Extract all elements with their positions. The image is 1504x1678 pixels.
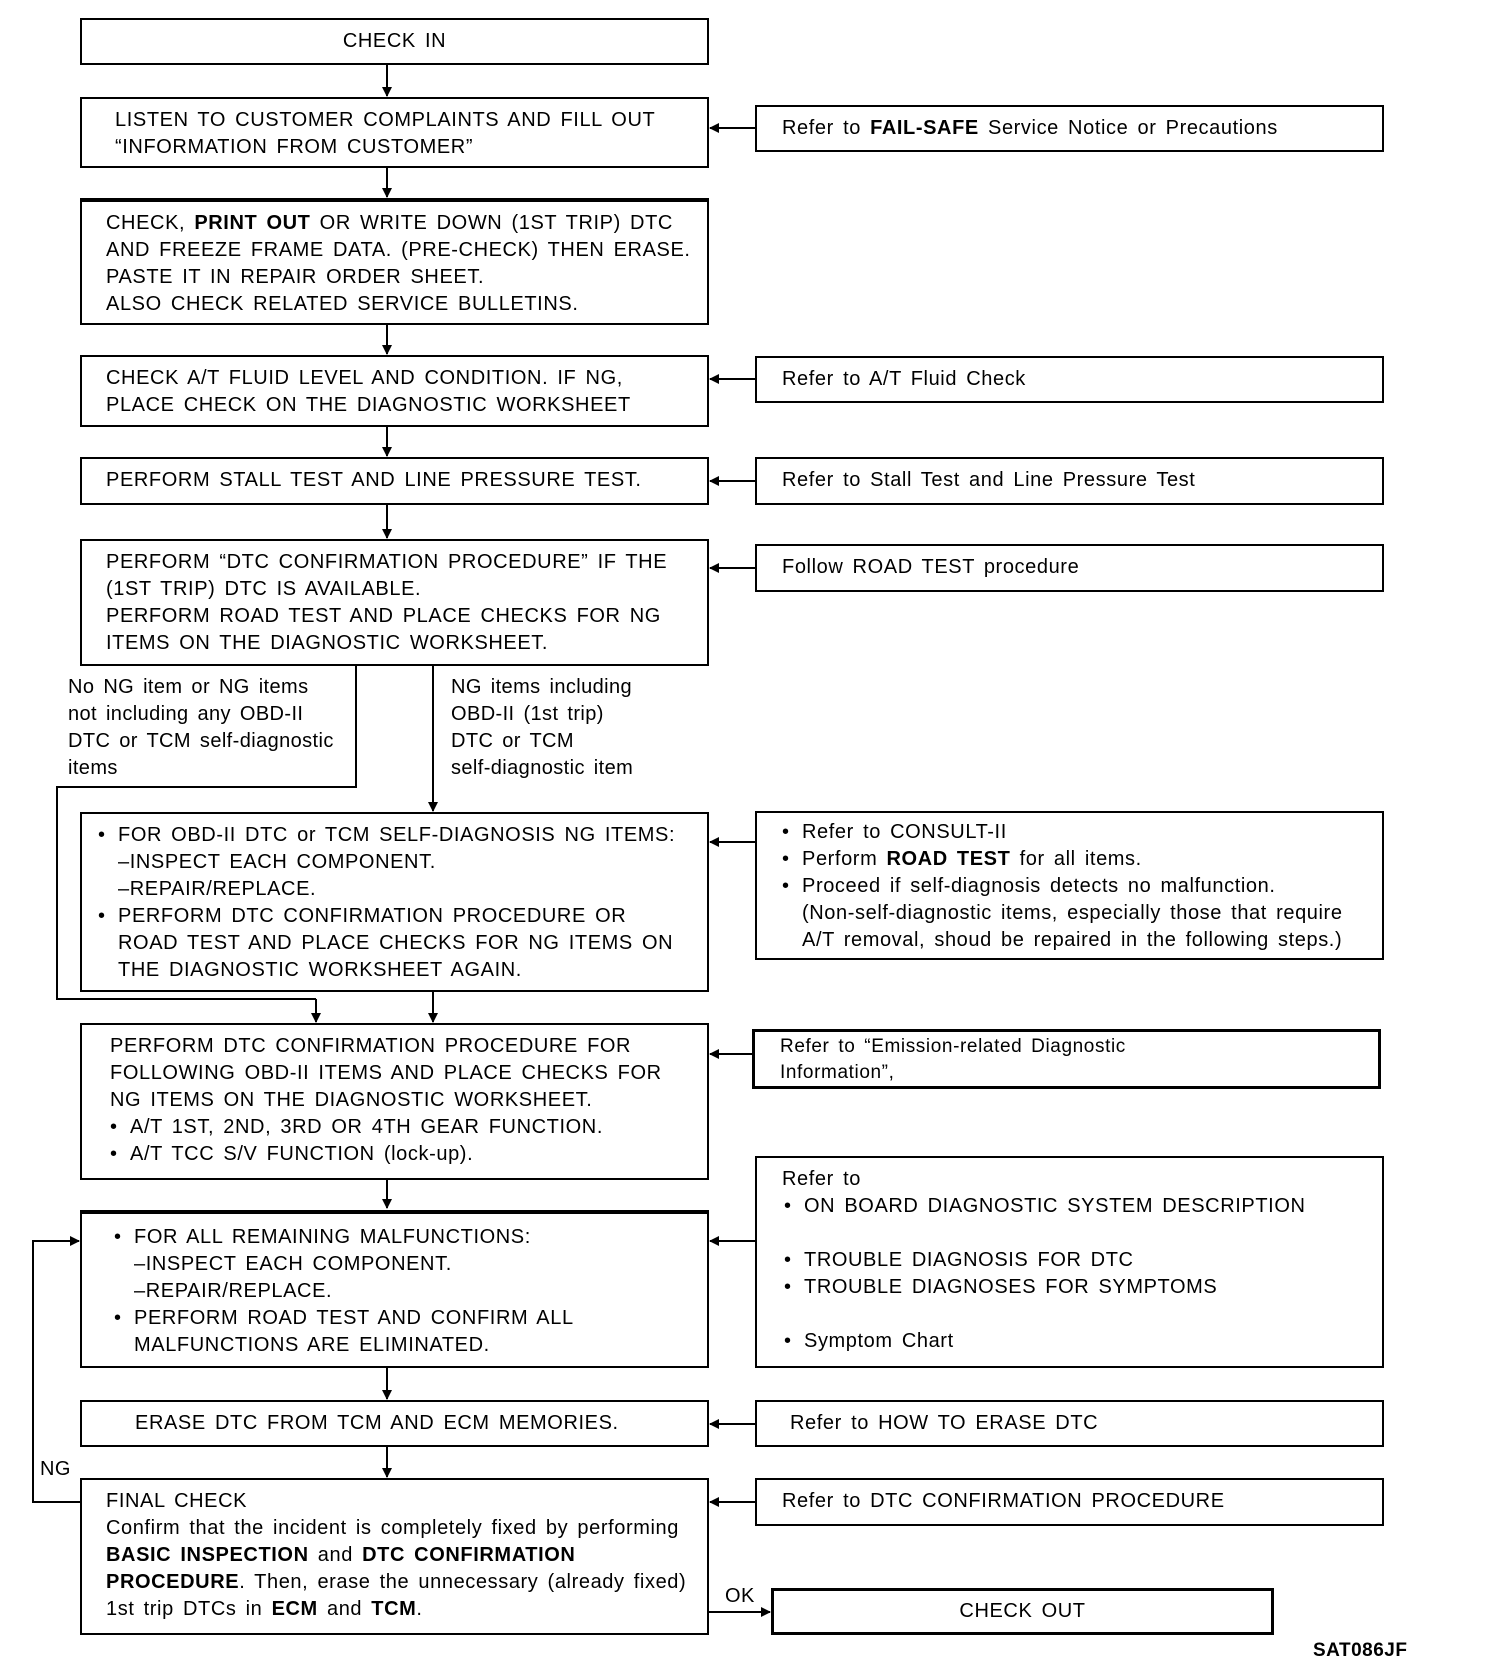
ref-fail-safe <box>755 105 1384 152</box>
bullet-continuation: ROAD TEST AND PLACE CHECKS FOR NG ITEMS ON <box>118 932 674 954</box>
step-text: Confirm that the incident is completely fixed by performing <box>106 1517 679 1539</box>
sub-item: –INSPECT EACH COMPONENT. <box>118 851 436 873</box>
ref-diagnosis <box>755 1156 1384 1368</box>
ref-fluid-check <box>755 356 1384 403</box>
step-print-out-dtc <box>80 198 709 325</box>
ref-text: Refer to A/T Fluid Check <box>782 368 1026 390</box>
step-check-out <box>771 1588 1274 1635</box>
step-check-in-label: CHECK IN <box>342 30 447 52</box>
figure-id: SAT086JF <box>1313 1640 1408 1661</box>
step-text: (1ST TRIP) DTC IS AVAILABLE. <box>106 578 422 600</box>
bullet-item: • PERFORM ROAD TEST AND CONFIRM ALL <box>112 1305 707 1332</box>
ok-label: OK <box>725 1585 755 1607</box>
ref-text: Refer to <box>782 1168 861 1190</box>
step-dtc-confirmation <box>80 539 709 666</box>
ref-text: Refer to “Emission-related Diagnostic <box>780 1036 1126 1057</box>
bullet-item: • TROUBLE DIAGNOSES FOR SYMPTOMS <box>782 1274 1382 1301</box>
bullet-item: • ON BOARD DIAGNOSTIC SYSTEM DESCRIPTION <box>782 1193 1382 1220</box>
bullet-continuation: MALFUNCTIONS ARE ELIMINATED. <box>134 1334 490 1356</box>
bullet-item: • FOR ALL REMAINING MALFUNCTIONS: <box>112 1224 707 1251</box>
sub-item: –REPAIR/REPLACE. <box>134 1280 333 1302</box>
step-remaining-malfunctions <box>80 1210 709 1368</box>
bullet-item: • A/T TCC S/V FUNCTION (lock-up). <box>108 1141 707 1168</box>
step-text: PERFORM STALL TEST AND LINE PRESSURE TEST. <box>106 469 642 491</box>
ng-loop-label: NG <box>40 1458 71 1480</box>
ref-stall-test <box>755 457 1384 505</box>
ref-text: Information”, <box>780 1062 895 1083</box>
ref-consult <box>755 811 1384 960</box>
bullet-item: • Refer to CONSULT-II <box>780 819 1382 846</box>
branch-label-ng-items: NG items including OBD-II (1st trip) DTC or TCM self-diagnostic item <box>451 676 634 779</box>
step-stall-test <box>80 457 709 505</box>
ref-text: Follow ROAD TEST procedure <box>782 556 1080 578</box>
note-text: (Non-self-diagnostic items, especially those that require <box>802 902 1343 924</box>
bullet-item: • PERFORM DTC CONFIRMATION PROCEDURE OR <box>96 903 707 930</box>
step-text: ALSO CHECK RELATED SERVICE BULLETINS. <box>106 293 579 315</box>
ref-road-test <box>755 544 1384 592</box>
final-check-title: FINAL CHECK <box>106 1490 248 1512</box>
branch-label-no-ng: No NG item or NG items not including any OBD-II DTC or TCM self-diagnostic items <box>68 676 334 779</box>
step-text: PERFORM DTC CONFIRMATION PROCEDURE FOR <box>110 1035 632 1057</box>
step-text: LISTEN TO CUSTOMER COMPLAINTS AND FILL OUT <box>115 109 656 131</box>
step-listen-customer <box>80 97 709 168</box>
step-text: FOLLOWING OBD-II ITEMS AND PLACE CHECKS FOR <box>110 1062 662 1084</box>
bullet-continuation: THE DIAGNOSTIC WORKSHEET AGAIN. <box>118 959 522 981</box>
step-text: CHECK, PRINT OUT OR WRITE DOWN (1ST TRIP) DTC <box>106 212 673 234</box>
bullet-item: • FOR OBD-II DTC or TCM SELF-DIAGNOSIS NG ITEMS: <box>96 822 707 849</box>
step-erase-dtc <box>80 1400 709 1447</box>
sub-item: –INSPECT EACH COMPONENT. <box>134 1253 452 1275</box>
ref-erase-dtc <box>755 1400 1384 1447</box>
step-text: “INFORMATION FROM CUSTOMER” <box>115 136 474 158</box>
step-text: NG ITEMS ON THE DIAGNOSTIC WORKSHEET. <box>110 1089 593 1111</box>
step-text: PERFORM ROAD TEST AND PLACE CHECKS FOR NG <box>106 605 661 627</box>
step-text: ERASE DTC FROM TCM AND ECM MEMORIES. <box>135 1412 619 1434</box>
step-text: PERFORM “DTC CONFIRMATION PROCEDURE” IF THE <box>106 551 668 573</box>
ref-emission <box>752 1029 1381 1089</box>
ref-text: Refer to DTC CONFIRMATION PROCEDURE <box>782 1490 1225 1512</box>
step-text: PASTE IT IN REPAIR ORDER SHEET. <box>106 266 485 288</box>
bullet-item: • Proceed if self-diagnosis detects no malfunction. <box>780 873 1382 900</box>
step-check-in <box>80 18 709 65</box>
step-text: 1st trip DTCs in ECM and TCM. <box>106 1598 423 1620</box>
step-text: CHECK A/T FLUID LEVEL AND CONDITION. IF NG, <box>106 367 623 389</box>
step-final-check <box>80 1478 709 1635</box>
step-text: PLACE CHECK ON THE DIAGNOSTIC WORKSHEET <box>106 394 631 416</box>
step-check-out-label: CHECK OUT <box>959 1600 1086 1622</box>
step-text: AND FREEZE FRAME DATA. (PRE-CHECK) THEN ERASE. <box>106 239 691 261</box>
ref-dtc-confirmation <box>755 1478 1384 1526</box>
step-text: BASIC INSPECTION and DTC CONFIRMATION <box>106 1544 576 1566</box>
step-text: PROCEDURE. Then, erase the unnecessary (already fixed) <box>106 1571 687 1593</box>
bullet-item: • Symptom Chart <box>782 1328 1382 1355</box>
step-fluid-check <box>80 355 709 427</box>
ref-text: Refer to HOW TO ERASE DTC <box>790 1412 1099 1434</box>
ref-text: Refer to Stall Test and Line Pressure Test <box>782 469 1196 491</box>
bullet-item: • A/T 1ST, 2ND, 3RD OR 4TH GEAR FUNCTION. <box>108 1114 707 1141</box>
bullet-item: • Perform ROAD TEST for all items. <box>780 846 1382 873</box>
bullet-item: • TROUBLE DIAGNOSIS FOR DTC <box>782 1247 1382 1274</box>
step-dtc-following-items <box>80 1023 709 1180</box>
step-text: ITEMS ON THE DIAGNOSTIC WORKSHEET. <box>106 632 549 654</box>
sub-item: –REPAIR/REPLACE. <box>118 878 317 900</box>
ref-text: Refer to FAIL-SAFE Service Notice or Precautions <box>782 117 1278 139</box>
note-text: A/T removal, shoud be repaired in the following steps.) <box>802 929 1343 951</box>
step-obd-ng-items <box>80 812 709 992</box>
